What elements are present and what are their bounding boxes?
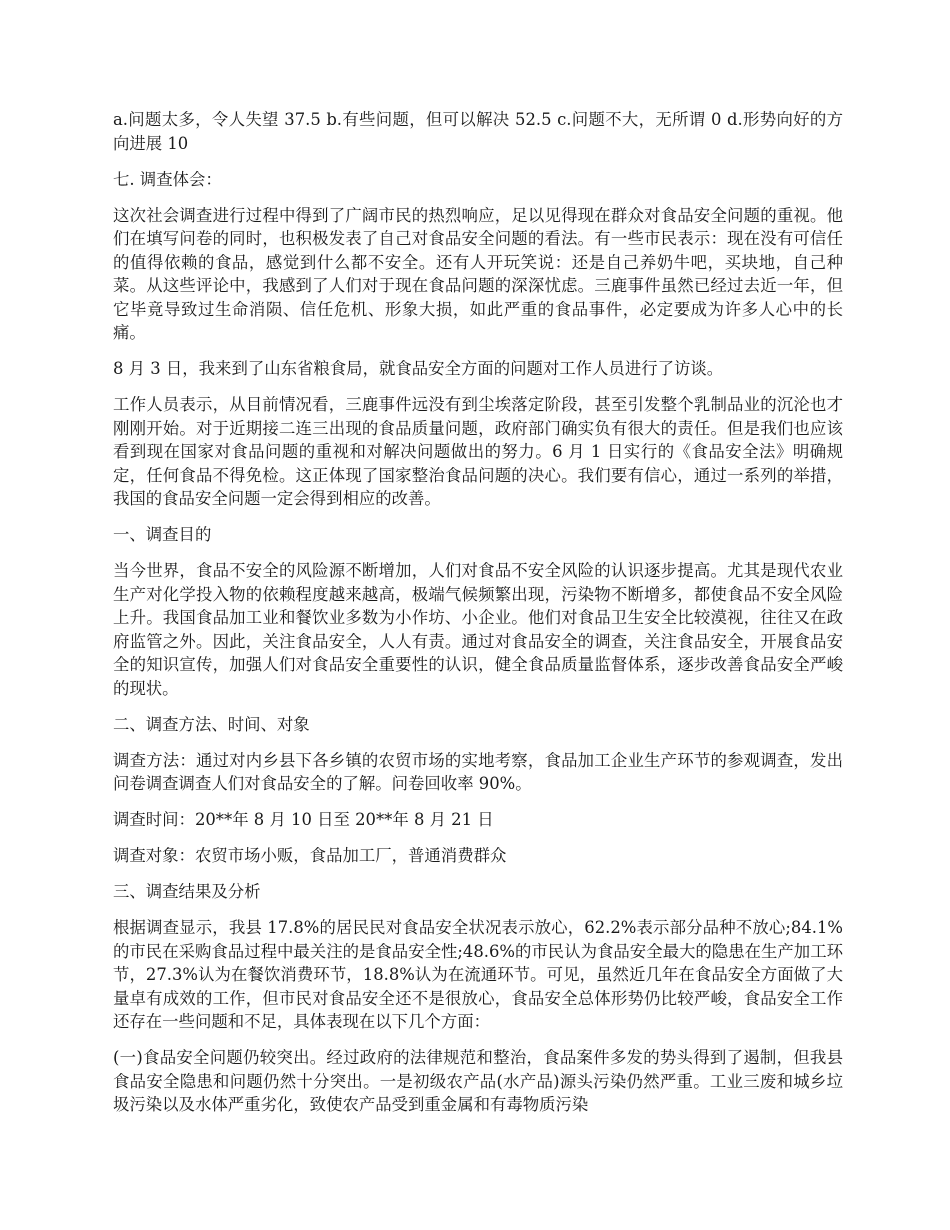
paragraph-survey-purpose: 当今世界，食品不安全的风险源不断增加，人们对食品不安全风险的认识逐步提高。尤其是现代农业生产对化学投入物的依赖程度越来越高，极端气候频繁出现，污染物不断增多，都使食品不安全风险上升。我国食品加工业和餐饮业多数为小作坊、小企业。他们对食品卫生安全比较漠视，往往又在政府监管之外。因此，关注食品安全，人人有责。通过对食品安全的调查，关注食品安全，开展食品安全的知识宣传，加强人们对食品安全重要性的认识，健全食品质量监督体系，逐步改善食品安全严峻的现状。: [113, 561, 843, 698]
paragraph-survey-options: a.问题太多，令人失望 37.5 b.有些问题，但可以解决 52.5 c.问题不大，无所谓 0 d.形势向好的方向进展 10: [113, 110, 843, 153]
paragraph-survey-method: 调查方法：通过对内乡县下各乡镇的农贸市场的实地考察，食品加工企业生产环节的参观调查，发出问卷调查调查人们对食品安全的了解。问卷回收率 90%。: [113, 750, 843, 793]
heading-survey-results: 三、调查结果及分析: [113, 882, 261, 901]
heading-survey-method: 二、调查方法、时间、对象: [113, 714, 310, 734]
heading-section-7: 七. 调查体会：: [113, 169, 222, 189]
paragraph-survey-results: 根据调查显示，我县 17.8%的居民民对食品安全状况表示放心，62.2%表示部分品种不放心;84.1%的市民在采购食品过程中最关注的是食品安全性;48.6%的市民认为食品安全最大的隐患在生产加工环节，27.3%认为在餐饮消费环节，18.8%认为在流通环节。可见，虽然近几年在食品安全方面做了大量卓有成效的工作，但市民对食品安全还不是很放心，食品安全总体形势仍比较严峻，食品安全工作还存在一些问题和不足，具体表现在以下几个方面：: [113, 918, 843, 1031]
paragraph-survey-time: 调查时间：20**年 8 月 10 日至 20**年 8 月 21 日: [113, 810, 494, 829]
paragraph-food-safety-issues: (一)食品安全问题仍较突出。经过政府的法律规范和整治，食品案件多发的势头得到了遏制，但我县食品安全隐患和问题仍然十分突出。一是初级农产品(水产品)源头污染仍然严重。工业三废和城乡垃圾污染以及水体严重劣化，致使农产品受到重金属和有毒物质污染: [113, 1048, 843, 1114]
document-page: [113, 108, 843, 1129]
paragraph-interview-date: 8 月 3 日，我来到了山东省粮食局，就食品安全方面的问题对工作人员进行了访谈。: [113, 359, 724, 378]
heading-survey-purpose: 一、调查目的: [113, 525, 212, 544]
paragraph-staff-statement: 工作人员表示，从目前情况看，三鹿事件远没有到尘埃落定阶段，甚至引发整个乳制品业的沉沦也才刚刚开始。对于近期接二连三出现的食品质量问题，政府部门确实负有很大的责任。但是我们也应该看到现在国家对食品问题的重视和对解决问题做出的努力。6 月 1 日实行的《食品安全法》明确规定，任何食品不得免检。这正体现了国家整治食品问题的决心。我们要有信心，通过一系列的举措，我国的食品安全问题一定会得到相应的改善。: [113, 395, 843, 508]
paragraph-survey-experience: 这次社会调查进行过程中得到了广阔市民的热烈响应，足以见得现在群众对食品安全问题的重视。他们在填写问卷的同时，也积极发表了自己对食品安全问题的看法。有一些市民表示：现在没有可信任的值得依赖的食品，感觉到什么都不安全。还有人开玩笑说：还是自己养奶牛吧，买块地，自己种菜。从这些评论中，我感到了人们对于现在食品问题的深深忧虑。三鹿事件虽然已经过去近一年，但它毕竟导致过生命消陨、信任危机、形象大损，如此严重的食品事件，必定要成为许多人心中的长痛。: [113, 205, 843, 342]
paragraph-survey-target: 调查对象：农贸市场小贩，食品加工厂，普通消费群众: [113, 846, 507, 865]
